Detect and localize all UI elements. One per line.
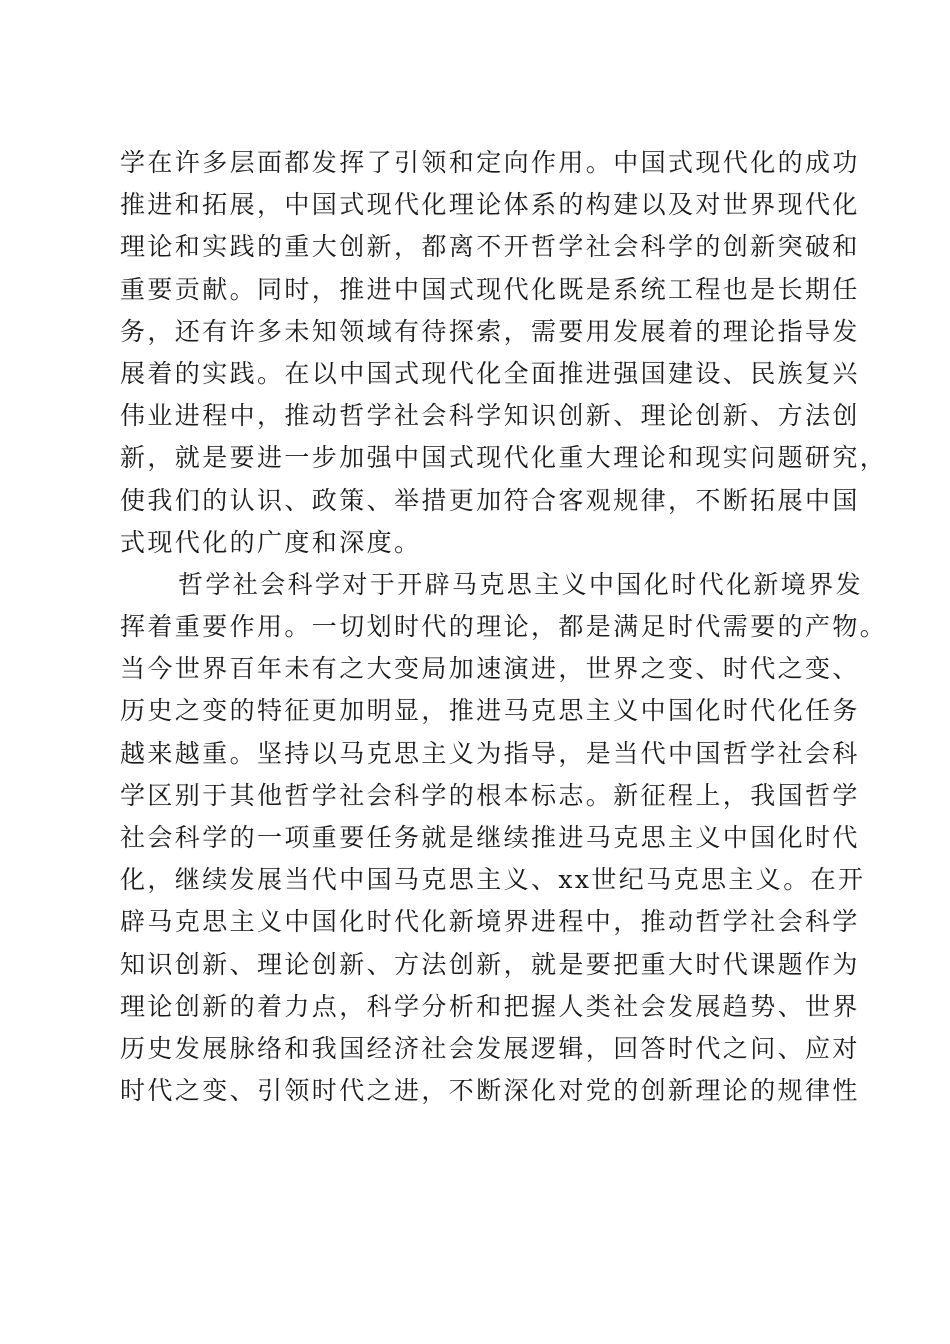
text-line: 务，还有许多未知领域有待探索，需要用发展着的理论指导发 — [120, 316, 860, 346]
text-line: 新，就是要进一步加强中国式现代化重大理论和现实问题研究， — [120, 443, 888, 473]
text-line: 化，继续发展当代中国马克思主义、xx世纪马克思主义。在开 — [120, 865, 866, 895]
text-line: 知识创新、理论创新、方法创新，就是要把重大时代课题作为 — [120, 949, 860, 979]
text-line: 社会科学的一项重要任务就是继续推进马克思主义中国化时代 — [120, 823, 860, 852]
text-line: 越来越重。坚持以马克思主义为指导，是当代中国哲学社会科 — [120, 738, 860, 768]
text-line: 重要贡献。同时，推进中国式现代化既是系统工程也是长期任 — [120, 274, 860, 304]
text-line: 使我们的认识、政策、举措更加符合客观规律，不断拓展中国 — [120, 485, 860, 515]
text-line: 挥着重要作用。一切划时代的理论，都是满足时代需要的产物。 — [120, 612, 888, 642]
text-line: 伟业进程中，推动哲学社会科学知识创新、理论创新、方法创 — [120, 401, 860, 431]
text-line: 历史之变的特征更加明显，推进马克思主义中国化时代化任务 — [120, 696, 860, 726]
paragraph-1 — [120, 142, 888, 564]
text-line: 学在许多层面都发挥了引领和定向作用。中国式现代化的成功 — [120, 148, 860, 177]
paragraph-2 — [120, 564, 888, 1112]
text-line: 历史发展脉络和我国经济社会发展逻辑，回答时代之问、应对 — [120, 1033, 860, 1063]
text-line: 理论创新的着力点，科学分析和把握人类社会发展趋势、世界 — [120, 991, 860, 1021]
text-line: 推进和拓展，中国式现代化理论体系的构建以及对世界现代化 — [120, 190, 860, 220]
text-line: 辟马克思主义中国化时代化新境界进程中，推动哲学社会科学 — [120, 907, 860, 937]
text-line-first: 哲学社会科学对于开辟马克思主义中国化时代化新境界发 — [178, 569, 864, 599]
text-line: 展着的实践。在以中国式现代化全面推进强国建设、民族复兴 — [120, 358, 860, 388]
text-line: 时代之变、引领时代之进，不断深化对党的创新理论的规律性 — [120, 1076, 860, 1106]
text-line: 学区别于其他哲学社会科学的根本标志。新征程上，我国哲学 — [120, 780, 860, 810]
text-line: 当今世界百年未有之大变局加速演进，世界之变、时代之变、 — [120, 654, 860, 684]
body-text — [120, 142, 888, 1112]
text-line: 理论和实践的重大创新，都离不开哲学社会科学的创新突破和 — [120, 232, 860, 262]
text-line: 式现代化的广度和深度。 — [120, 527, 422, 557]
